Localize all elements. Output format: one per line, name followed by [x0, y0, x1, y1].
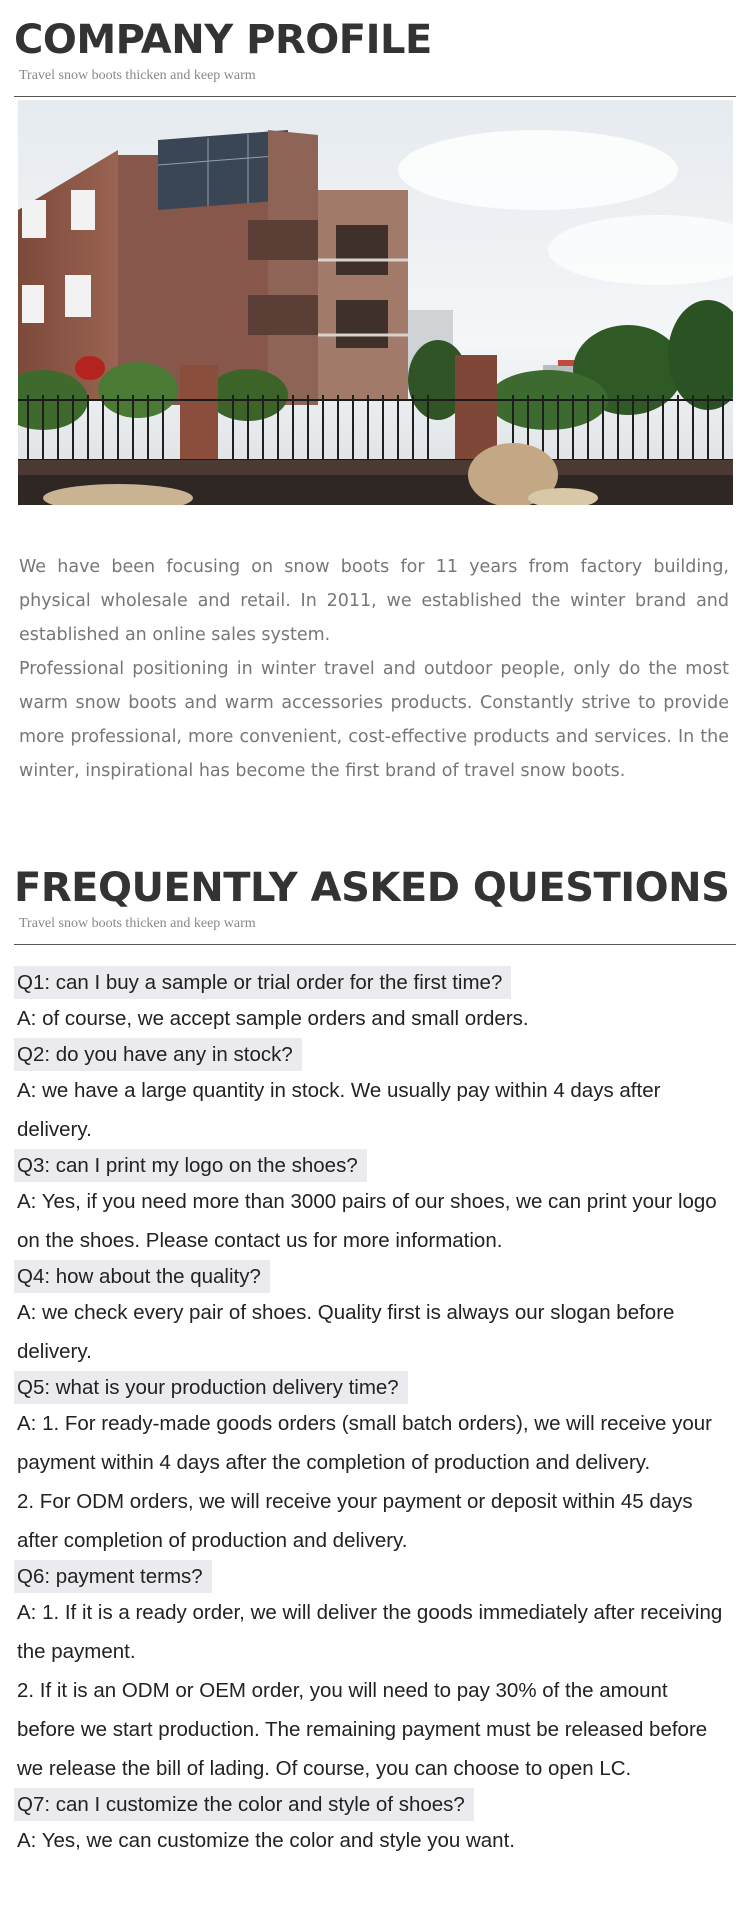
faq-question: Q1: can I buy a sample or trial order for the first time? [14, 966, 511, 999]
faq-item-6 [14, 1560, 736, 1788]
faq-item-3 [14, 1149, 736, 1260]
company-profile-subtitle: Travel snow boots thicken and keep warm [19, 68, 256, 83]
faq-answer-text: 2. If it is an ODM or OEM order, you will need to pay 30% of the amount before we start production. The remaining payment must be released before we release the bill of lading. Of course, you can choose to open LC. [17, 1679, 708, 1780]
faq-list [14, 966, 736, 1860]
faq-answer [14, 1404, 736, 1560]
faq-title: FREQUENTLY ASKED QUESTIONS [14, 865, 730, 911]
faq-question: Q3: can I print my logo on the shoes? [14, 1149, 367, 1182]
faq-answer-text: A: Yes, if you need more than 3000 pairs of our shoes, we can print your logo on the shoes. Please contact us for more information. [17, 1190, 717, 1252]
company-description [19, 550, 729, 788]
faq-item-4 [14, 1260, 736, 1371]
company-description-paragraph-1: We have been focusing on snow boots for 11 years from factory building, physical wholesale and retail. In 2011, we established the winter brand and established an online sales system. [19, 557, 729, 645]
faq-answer-text: A: of course, we accept sample orders and small orders. [17, 1007, 529, 1030]
faq-answer-text: A: Yes, we can customize the color and style you want. [17, 1829, 515, 1852]
faq-question: Q2: do you have any in stock? [14, 1038, 302, 1071]
company-profile-divider [14, 96, 736, 97]
faq-question: Q4: how about the quality? [14, 1260, 270, 1293]
faq-item-1 [14, 966, 736, 1038]
faq-answer [14, 1593, 736, 1788]
faq-item-7 [14, 1788, 736, 1860]
faq-divider [14, 944, 736, 945]
faq-answer-text: A: 1. If it is a ready order, we will deliver the goods immediately after receiving the payment. [17, 1601, 723, 1663]
faq-answer [14, 1182, 736, 1260]
faq-answer [14, 1293, 736, 1371]
company-profile-title: COMPANY PROFILE [14, 17, 432, 63]
faq-question: Q6: payment terms? [14, 1560, 212, 1593]
faq-answer [14, 1071, 736, 1149]
faq-answer-text: A: we have a large quantity in stock. We usually pay within 4 days after delivery. [17, 1079, 661, 1141]
faq-answer-text: 2. For ODM orders, we will receive your payment or deposit within 45 days after completion of production and delivery. [17, 1490, 693, 1552]
faq-item-5 [14, 1371, 736, 1560]
faq-answer [14, 999, 736, 1038]
faq-answer-text: A: 1. For ready-made goods orders (small batch orders), we will receive your payment within 4 days after the completion of production and delivery. [17, 1412, 712, 1474]
faq-question: Q5: what is your production delivery time? [14, 1371, 408, 1404]
faq-question: Q7: can I customize the color and style of shoes? [14, 1788, 474, 1821]
faq-item-2 [14, 1038, 736, 1149]
factory-building-photo [18, 100, 733, 505]
company-description-paragraph-2: Professional positioning in winter travel and outdoor people, only do the most warm snow boots and warm accessories products. Constantly strive to provide more professional, more convenient, cost-effective products and services. In the winter, inspirational has become the first brand of travel snow boots. [19, 659, 729, 781]
faq-subtitle: Travel snow boots thicken and keep warm [19, 916, 256, 931]
faq-answer-text: A: we check every pair of shoes. Quality first is always our slogan before delivery. [17, 1301, 675, 1363]
faq-answer [14, 1821, 736, 1860]
